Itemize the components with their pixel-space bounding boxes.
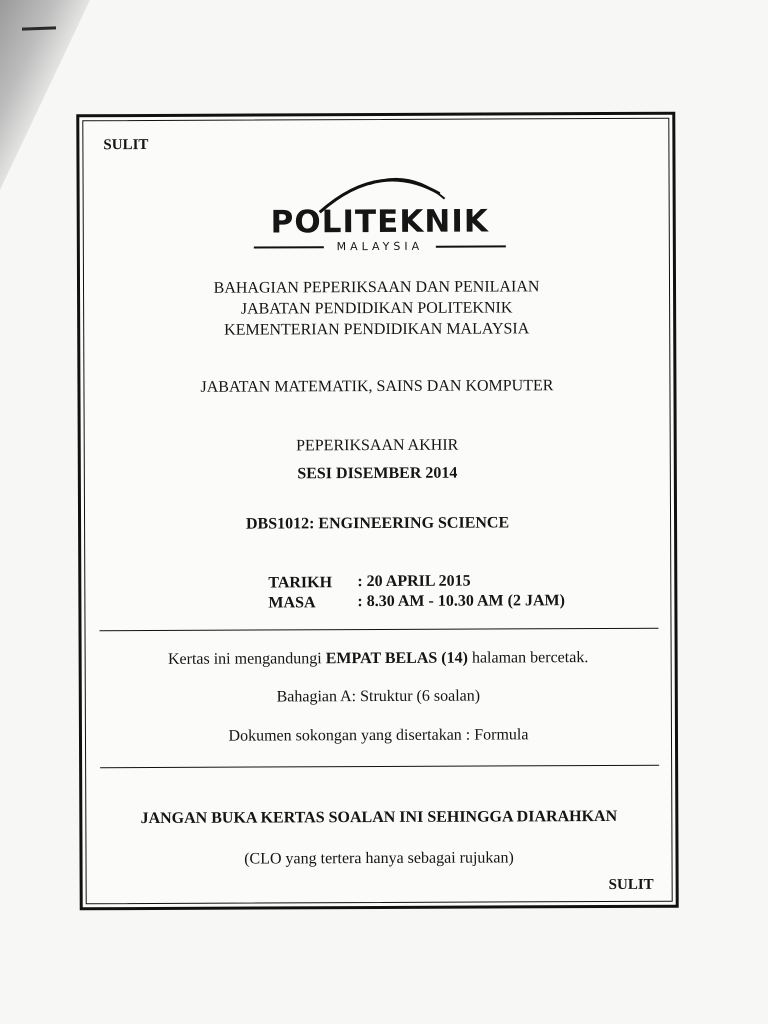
page-count-suffix: halaman bercetak.: [467, 649, 589, 667]
logo-rule-right: [436, 245, 506, 247]
course-title: DBS1012: ENGINEERING SCIENCE: [245, 514, 510, 533]
politeknik-logo: [249, 163, 509, 254]
supporting-documents: Dokumen sokongan yang disertakan : Formula: [228, 726, 529, 745]
page-count-bold: EMPAT BELAS (14): [325, 649, 468, 668]
header-line-2: JABATAN PENDIDIKAN POLITEKNIK: [240, 299, 513, 318]
warning-text: JANGAN BUKA KERTAS SOALAN INI SEHINGGA DIARAHKAN: [140, 807, 618, 828]
header-line-1: BAHAGIAN PEPERIKSAAN DAN PENILAIAN: [213, 278, 540, 297]
page-count-line: [82, 649, 675, 670]
logo-subtitle: MALAYSIA: [336, 239, 424, 254]
exam-cover-frame: [76, 112, 678, 911]
exam-session: SESI DISEMBER 2014: [297, 464, 458, 483]
classification-bottom: SULIT: [608, 876, 654, 893]
time-label: MASA: [268, 594, 316, 612]
date-label: TARIKH: [268, 574, 333, 592]
department: JABATAN MATEMATIK, SAINS DAN KOMPUTER: [200, 377, 554, 396]
time-value: : 8.30 AM - 10.30 AM (2 JAM): [357, 592, 565, 611]
classification-top: SULIT: [103, 136, 149, 154]
exam-type: PEPERIKSAAN AKHIR: [296, 436, 459, 455]
section-info: Bahagian A: Struktur (6 soalan): [276, 687, 481, 706]
date-value: : 20 APRIL 2015: [357, 572, 471, 591]
header-line-3: KEMENTERIAN PENDIDIKAN MALAYSIA: [224, 320, 530, 339]
clo-note: (CLO yang tertera hanya sebagai rujukan): [244, 849, 514, 868]
page-count-prefix: Kertas ini mengandungi: [167, 650, 326, 668]
logo-wordmark: POLITEKNIK: [270, 203, 489, 241]
